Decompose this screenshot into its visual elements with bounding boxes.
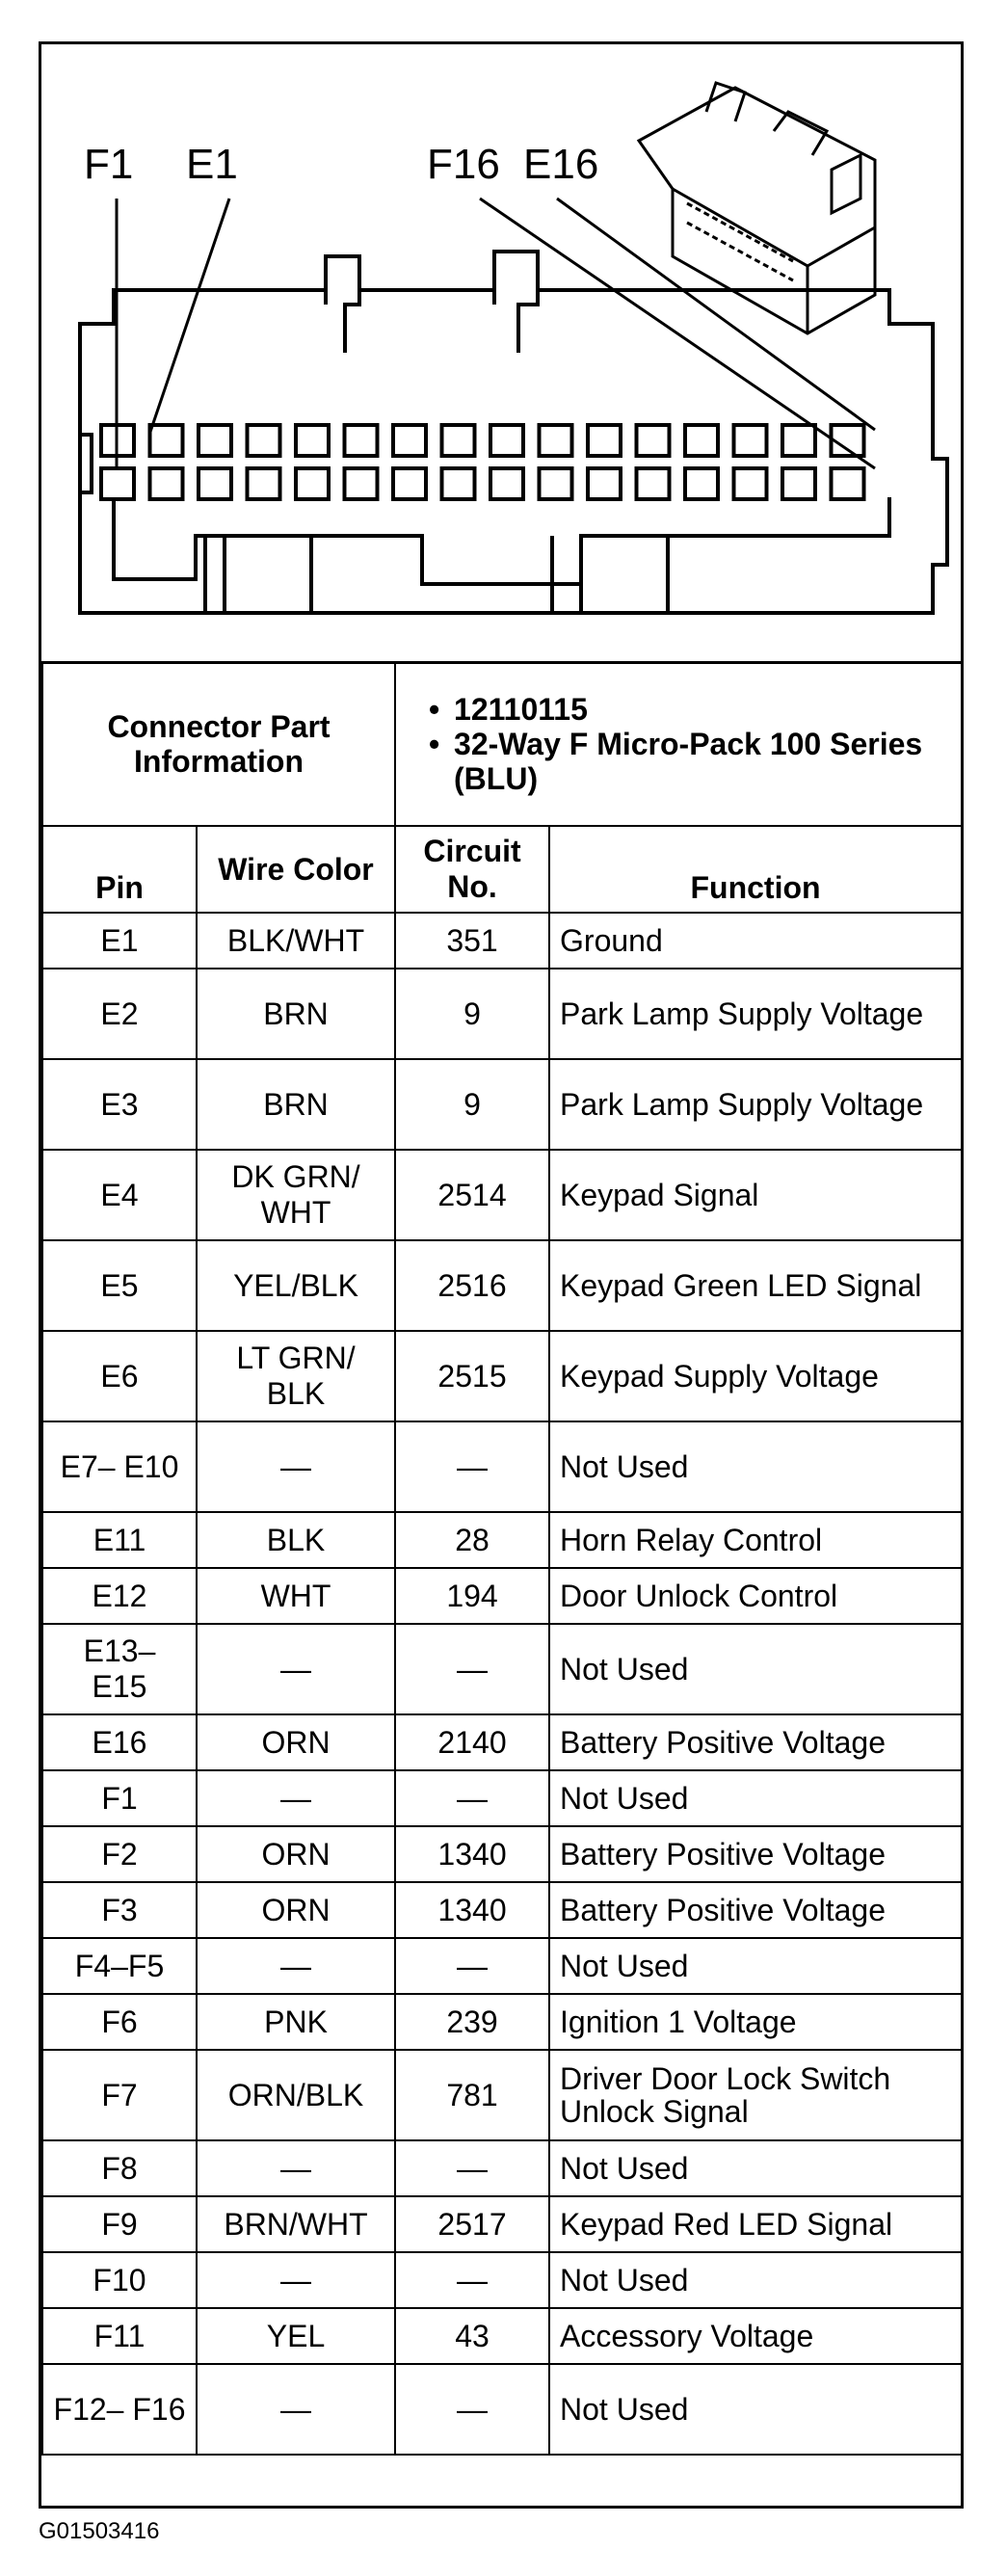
circuit-number-cell: 194: [395, 1568, 549, 1624]
function-cell: Keypad Supply Voltage: [549, 1331, 962, 1421]
leader-e16: [557, 199, 875, 430]
function-cell: Door Unlock Control: [549, 1568, 962, 1624]
pin-cavity: [540, 468, 572, 499]
circuit-number-cell: —: [395, 1770, 549, 1826]
table-row: [42, 2196, 962, 2252]
table-row: [42, 1882, 962, 1938]
circuit-number-cell: 2140: [395, 1714, 549, 1770]
table-row: [42, 2252, 962, 2308]
circuit-number-cell: 781: [395, 2050, 549, 2140]
function-cell: Battery Positive Voltage: [549, 1826, 962, 1882]
pin-cavity: [150, 425, 183, 456]
function-cell: Keypad Green LED Signal: [549, 1240, 962, 1331]
circuit-number-cell: 2516: [395, 1240, 549, 1331]
wire-color-cell: ORN/BLK: [197, 2050, 395, 2140]
pin-cell: E1: [42, 913, 197, 969]
pin-cell: F2: [42, 1826, 197, 1882]
pin-cavity: [150, 468, 183, 499]
wire-color-cell: PNK: [197, 1994, 395, 2050]
table-row: [42, 1059, 962, 1150]
wire-color-cell: ORN: [197, 1714, 395, 1770]
pin-cavity: [296, 468, 329, 499]
table-row: [42, 969, 962, 1059]
circuit-number-cell: —: [395, 2140, 549, 2196]
pin-cavity: [199, 468, 231, 499]
function-cell: Accessory Voltage: [549, 2308, 962, 2364]
wire-color-cell: ORN: [197, 1882, 395, 1938]
circuit-number-cell: 2514: [395, 1150, 549, 1240]
pinout-table: [41, 661, 963, 2456]
table-row: [42, 1826, 962, 1882]
pin-cavity: [734, 425, 767, 456]
pin-cavity: [248, 468, 280, 499]
pin-cavity: [101, 468, 134, 499]
function-cell: Driver Door Lock Switch Unlock Signal: [549, 2050, 962, 2140]
pin-cell: E7– E10: [42, 1421, 197, 1512]
pin-cavity: [199, 425, 231, 456]
pin-cavity: [832, 468, 864, 499]
pin-cell: F7: [42, 2050, 197, 2140]
function-cell: Not Used: [549, 2252, 962, 2308]
function-cell: Horn Relay Control: [549, 1512, 962, 1568]
connector-info-row: [42, 662, 962, 826]
table-row: [42, 2140, 962, 2196]
pin-cell: F10: [42, 2252, 197, 2308]
figure-code: G01503416: [39, 2518, 160, 2544]
wire-color-cell: ORN: [197, 1826, 395, 1882]
pin-cavities: [101, 425, 864, 499]
leader-e1: [149, 199, 229, 435]
pin-cavity: [685, 468, 718, 499]
wire-color-cell: BRN: [197, 1059, 395, 1150]
pin-cell: E12: [42, 1568, 197, 1624]
wire-color-cell: —: [197, 2140, 395, 2196]
header-circuit-no: Circuit No.: [395, 826, 549, 913]
pin-cavity: [782, 425, 815, 456]
pin-cell: F9: [42, 2196, 197, 2252]
circuit-number-cell: 2515: [395, 1331, 549, 1421]
pin-cell: F11: [42, 2308, 197, 2364]
table-row: [42, 1421, 962, 1512]
connector-drawing: [41, 44, 961, 661]
function-cell: Ignition 1 Voltage: [549, 1994, 962, 2050]
wire-color-cell: WHT: [197, 1568, 395, 1624]
pin-cavity: [442, 468, 475, 499]
table-row: [42, 1938, 962, 1994]
connector-sheet: [39, 41, 964, 2509]
pin-cavity: [393, 468, 426, 499]
table-row: [42, 1150, 962, 1240]
wire-color-cell: BRN/WHT: [197, 2196, 395, 2252]
pin-cell: E16: [42, 1714, 197, 1770]
header-wire-color: Wire Color: [197, 826, 395, 913]
function-cell: Not Used: [549, 1938, 962, 1994]
pin-cell: F3: [42, 1882, 197, 1938]
pin-label-f16: F16: [427, 141, 500, 188]
pin-cavity: [588, 468, 621, 499]
table-row: [42, 2364, 962, 2455]
table-row: [42, 913, 962, 969]
circuit-number-cell: 9: [395, 969, 549, 1059]
pin-cell: F4–F5: [42, 1938, 197, 1994]
connector-description: • 32-Way F Micro-Pack 100 Series (BLU): [429, 727, 951, 796]
pin-cell: E13– E15: [42, 1624, 197, 1714]
connector-info-label: Connector Part Information: [42, 662, 395, 826]
pin-label-e16: E16: [523, 141, 599, 188]
pin-cavity: [296, 425, 329, 456]
circuit-number-cell: 9: [395, 1059, 549, 1150]
function-cell: Not Used: [549, 1421, 962, 1512]
circuit-number-cell: —: [395, 2364, 549, 2455]
circuit-number-cell: 1340: [395, 1826, 549, 1882]
pin-cavity: [637, 425, 670, 456]
wire-color-cell: YEL: [197, 2308, 395, 2364]
pin-cavity: [490, 468, 523, 499]
circuit-number-cell: 43: [395, 2308, 549, 2364]
pin-cavity: [442, 425, 475, 456]
pin-cell: E2: [42, 969, 197, 1059]
header-function: Function: [549, 826, 962, 913]
circuit-number-cell: —: [395, 2252, 549, 2308]
circuit-number-cell: —: [395, 1421, 549, 1512]
circuit-number-cell: 2517: [395, 2196, 549, 2252]
table-row: [42, 1994, 962, 2050]
pin-cell: F12– F16: [42, 2364, 197, 2455]
pin-cell: F6: [42, 1994, 197, 2050]
pin-cell: E3: [42, 1059, 197, 1150]
wire-color-cell: —: [197, 1938, 395, 1994]
wire-color-cell: LT GRN/ BLK: [197, 1331, 395, 1421]
wire-color-cell: BLK: [197, 1512, 395, 1568]
function-cell: Keypad Red LED Signal: [549, 2196, 962, 2252]
function-cell: Battery Positive Voltage: [549, 1714, 962, 1770]
wire-color-cell: DK GRN/ WHT: [197, 1150, 395, 1240]
wire-color-cell: YEL/BLK: [197, 1240, 395, 1331]
wire-color-cell: —: [197, 1421, 395, 1512]
function-cell: Not Used: [549, 1770, 962, 1826]
pin-cell: F1: [42, 1770, 197, 1826]
connector-isometric-icon: [639, 83, 875, 333]
function-cell: Not Used: [549, 1624, 962, 1714]
function-cell: Park Lamp Supply Voltage: [549, 969, 962, 1059]
connector-info-values: [395, 662, 962, 826]
table-row: [42, 1331, 962, 1421]
pin-cavity: [734, 468, 767, 499]
pin-cavity: [637, 468, 670, 499]
pin-cavity: [393, 425, 426, 456]
pin-cell: E11: [42, 1512, 197, 1568]
header-pin: Pin: [42, 826, 197, 913]
pin-cell: E4: [42, 1150, 197, 1240]
pin-cavity: [685, 425, 718, 456]
wire-color-cell: BRN: [197, 969, 395, 1059]
function-cell: Ground: [549, 913, 962, 969]
pin-cavity: [490, 425, 523, 456]
table-row: [42, 1714, 962, 1770]
pin-cell: E5: [42, 1240, 197, 1331]
header-row: [42, 826, 962, 913]
pin-cavity: [588, 425, 621, 456]
wire-color-cell: BLK/WHT: [197, 913, 395, 969]
pin-cavity: [540, 425, 572, 456]
table-row: [42, 1624, 962, 1714]
wire-color-cell: —: [197, 1624, 395, 1714]
circuit-number-cell: —: [395, 1938, 549, 1994]
connector-part-number: • 12110115: [429, 692, 951, 727]
circuit-number-cell: 351: [395, 913, 549, 969]
circuit-number-cell: 1340: [395, 1882, 549, 1938]
table-row: [42, 2050, 962, 2140]
table-row: [42, 1568, 962, 1624]
wire-color-cell: —: [197, 2252, 395, 2308]
table-row: [42, 1512, 962, 1568]
pin-cell: F8: [42, 2140, 197, 2196]
pin-cell: E6: [42, 1331, 197, 1421]
circuit-number-cell: 239: [395, 1994, 549, 2050]
pin-cavity: [782, 468, 815, 499]
pin-label-e1: E1: [186, 141, 238, 188]
table-row: [42, 2308, 962, 2364]
table-row: [42, 1240, 962, 1331]
function-cell: Keypad Signal: [549, 1150, 962, 1240]
pin-label-f1: F1: [84, 141, 134, 188]
connector-diagram: [41, 44, 961, 664]
pin-cavity: [248, 425, 280, 456]
circuit-number-cell: —: [395, 1624, 549, 1714]
pin-cavity: [345, 425, 378, 456]
function-cell: Park Lamp Supply Voltage: [549, 1059, 962, 1150]
wire-color-cell: —: [197, 1770, 395, 1826]
pin-cavity: [345, 468, 378, 499]
function-cell: Battery Positive Voltage: [549, 1882, 962, 1938]
circuit-number-cell: 28: [395, 1512, 549, 1568]
function-cell: Not Used: [549, 2140, 962, 2196]
function-cell: Not Used: [549, 2364, 962, 2455]
table-row: [42, 1770, 962, 1826]
wire-color-cell: —: [197, 2364, 395, 2455]
